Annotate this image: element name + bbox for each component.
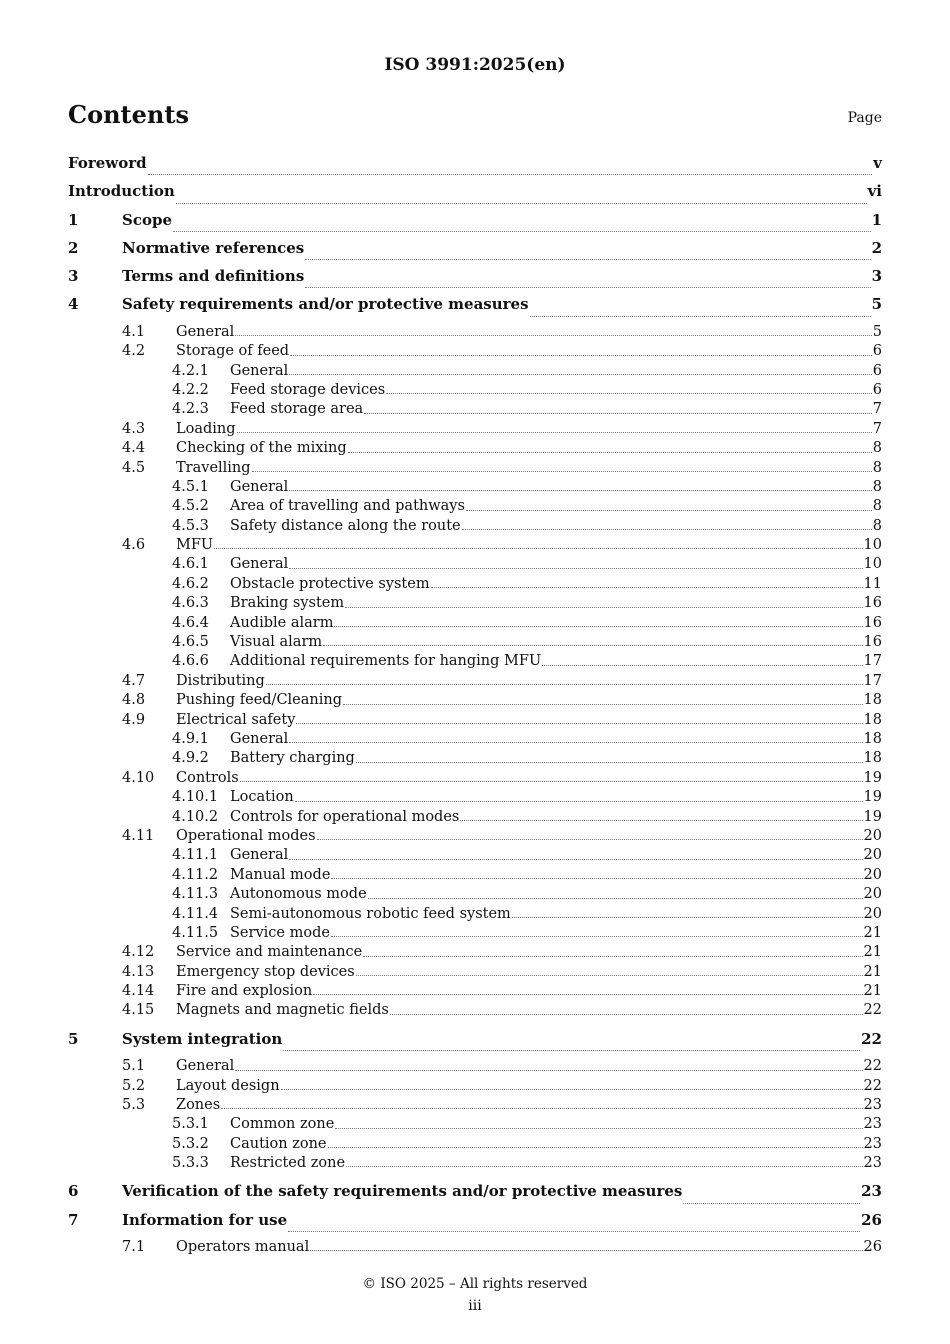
toc-entry[interactable]: [68, 906, 882, 925]
toc-entry-page[interactable]: 26: [863, 1239, 882, 1256]
toc-entry-number: 4.5.3: [172, 517, 209, 534]
toc-entry-page[interactable]: 18: [863, 711, 882, 728]
dot-leader: [346, 1165, 863, 1167]
toc-entry-number: 4.6.6: [172, 653, 209, 670]
toc-entry[interactable]: [68, 239, 882, 267]
toc-entry-page[interactable]: 20: [863, 827, 882, 844]
dot-leader: [240, 780, 863, 782]
toc-entry-title[interactable]: Safety distance along the route: [230, 517, 461, 534]
toc-entry[interactable]: [68, 1211, 882, 1239]
toc-entry-page[interactable]: 22: [863, 1058, 882, 1075]
toc-entry[interactable]: [68, 576, 882, 595]
toc-entry[interactable]: [68, 537, 882, 556]
toc-entry-title[interactable]: Checking of the mixing: [176, 440, 347, 457]
toc-entry-number: 4.1: [122, 323, 146, 340]
toc-entry[interactable]: [68, 983, 882, 1002]
toc-entry-number: 1: [68, 210, 79, 229]
toc-entry-title[interactable]: Magnets and magnetic fields: [176, 1002, 389, 1019]
toc-entry-number: 4.11.5: [172, 924, 219, 941]
page-number: iii: [468, 1298, 482, 1314]
toc-entry-number: 7: [68, 1210, 79, 1229]
toc-entry-page[interactable]: 16: [863, 595, 882, 612]
toc-entry-title[interactable]: Travelling: [176, 459, 251, 476]
toc-entry-title[interactable]: Normative references: [122, 238, 305, 257]
dot-leader: [313, 993, 862, 995]
dot-leader: [331, 877, 862, 879]
toc-entry-page[interactable]: 5: [871, 295, 882, 314]
toc-entry[interactable]: [68, 343, 882, 362]
toc-entry-number: 4.15: [122, 1002, 155, 1019]
toc-entry-number: 2: [68, 238, 79, 257]
toc-entry[interactable]: [68, 324, 882, 343]
toc-entry-number: 4.6.4: [172, 614, 209, 631]
toc-entry-title[interactable]: Introduction: [68, 182, 175, 201]
dot-leader: [214, 547, 862, 549]
toc-entry-title[interactable]: Braking system: [230, 595, 345, 612]
toc-entry-title[interactable]: General: [230, 847, 289, 864]
toc-entry[interactable]: [68, 295, 882, 323]
toc-entry-number: 4.2: [122, 343, 146, 360]
toc-entry-title[interactable]: Restricted zone: [230, 1155, 346, 1172]
toc-entry-page[interactable]: 8: [872, 478, 882, 495]
toc-entry-number: 4.10.2: [172, 808, 219, 825]
toc-entry-number: 7.1: [122, 1239, 146, 1256]
dot-leader: [323, 644, 862, 646]
dot-leader: [310, 1249, 862, 1251]
toc-entry-number: 4.5.2: [172, 498, 209, 515]
dot-leader: [295, 800, 863, 802]
dot-leader: [530, 315, 871, 317]
toc-entry-page[interactable]: 6: [872, 343, 882, 360]
dot-leader: [289, 858, 862, 860]
dot-leader: [289, 567, 862, 569]
toc-entry-title[interactable]: Feed storage area: [230, 401, 364, 418]
toc-entry-page[interactable]: 11: [863, 575, 882, 592]
dot-leader: [281, 1088, 863, 1090]
toc-entry-title[interactable]: Terms and definitions: [122, 267, 305, 286]
toc-entry[interactable]: [68, 1116, 882, 1135]
toc-entry-title[interactable]: Operational modes: [176, 827, 316, 844]
toc-entry[interactable]: [68, 1182, 882, 1210]
toc-entry-page[interactable]: 20: [863, 905, 882, 922]
toc-entry-title[interactable]: Battery charging: [230, 750, 355, 767]
toc-entry[interactable]: [68, 460, 882, 479]
dot-leader: [266, 683, 863, 685]
toc-entry[interactable]: [68, 518, 882, 537]
toc-entry-number: 4.5: [122, 459, 146, 476]
toc-entry-number: 5.2: [122, 1077, 146, 1094]
toc-entry[interactable]: [68, 634, 882, 653]
toc-entry-page[interactable]: 16: [863, 614, 882, 631]
toc-entry[interactable]: [68, 789, 882, 808]
dot-leader: [356, 761, 863, 763]
dot-leader: [289, 489, 871, 491]
toc-entry-title[interactable]: General: [230, 478, 289, 495]
toc-entry-title[interactable]: Operators manual: [176, 1239, 310, 1256]
toc-entry-number: 3: [68, 267, 79, 286]
toc-entry[interactable]: [68, 382, 882, 401]
toc-entry-page[interactable]: 20: [863, 847, 882, 864]
toc-entry-page[interactable]: 23: [863, 1155, 882, 1172]
toc-entry-number: 4.11.4: [172, 905, 219, 922]
toc-entry[interactable]: [68, 421, 882, 440]
toc-entry[interactable]: [68, 925, 882, 944]
toc-entry-number: 5: [68, 1029, 79, 1048]
toc-entry-title[interactable]: Feed storage devices: [230, 381, 386, 398]
toc-entry[interactable]: [68, 1078, 882, 1097]
toc-entry-page[interactable]: 21: [863, 944, 882, 961]
toc-entry[interactable]: [68, 440, 882, 459]
toc-entry-page[interactable]: v: [873, 154, 882, 172]
toc-entry-title[interactable]: System integration: [122, 1029, 283, 1048]
toc-entry-number: 4.14: [122, 983, 155, 1000]
dot-leader: [390, 1013, 863, 1015]
toc-entry-number: 5.3.3: [172, 1155, 209, 1172]
toc-entry-page[interactable]: 26: [861, 1210, 882, 1229]
dot-leader: [343, 703, 863, 705]
dot-leader: [356, 974, 863, 976]
dot-leader: [221, 1107, 862, 1109]
toc-entry-number: 4.6.3: [172, 595, 209, 612]
toc-entry[interactable]: [68, 750, 882, 769]
dot-leader: [289, 741, 862, 743]
dot-leader: [235, 1069, 862, 1071]
dot-leader: [542, 664, 862, 666]
dot-leader: [305, 258, 870, 260]
toc-entry[interactable]: [68, 1097, 882, 1116]
toc-entry-page[interactable]: 16: [863, 634, 882, 651]
toc-entry[interactable]: [68, 712, 882, 731]
toc-entry-number: 4.6: [122, 537, 146, 554]
dot-leader: [460, 819, 862, 821]
toc-entry[interactable]: [68, 944, 882, 963]
toc-entry-page[interactable]: 21: [863, 983, 882, 1000]
toc-entry-title[interactable]: Emergency stop devices: [176, 963, 355, 980]
toc-entry-title[interactable]: Area of travelling and pathways: [230, 498, 465, 515]
dot-leader: [335, 1127, 862, 1129]
toc-entry[interactable]: [68, 401, 882, 420]
toc-entry-page[interactable]: 7: [872, 401, 882, 418]
toc-entry[interactable]: [68, 770, 882, 789]
toc-entry-number: 4.10: [122, 769, 155, 786]
toc-entry-page[interactable]: 2: [871, 238, 882, 257]
toc-entry-page[interactable]: 5: [872, 323, 882, 340]
dot-leader: [363, 955, 862, 957]
table-of-contents: [68, 154, 882, 1258]
toc-entry-title[interactable]: Controls for operational modes: [230, 808, 460, 825]
toc-entry-title[interactable]: Autonomous mode: [230, 886, 367, 903]
dot-leader: [305, 286, 870, 288]
toc-entry[interactable]: [68, 556, 882, 575]
document-id-header: ISO 3991:2025(en): [384, 55, 566, 75]
toc-entry[interactable]: [68, 595, 882, 614]
toc-entry-page[interactable]: 18: [863, 692, 882, 709]
toc-entry-page[interactable]: 6: [872, 381, 882, 398]
toc-entry-title[interactable]: General: [176, 1058, 235, 1075]
toc-entry-number: 4.11.1: [172, 847, 219, 864]
toc-entry[interactable]: [68, 828, 882, 847]
copyright-footer: © ISO 2025 – All rights reserved: [362, 1276, 588, 1292]
toc-entry-number: 5.3: [122, 1096, 146, 1113]
toc-entry-title[interactable]: Manual mode: [230, 866, 331, 883]
toc-entry-page[interactable]: 22: [863, 1077, 882, 1094]
toc-entry-title[interactable]: Storage of feed: [176, 343, 290, 360]
contents-heading: Contents: [68, 100, 189, 129]
toc-entry-title[interactable]: Additional requirements for hanging MFU: [230, 653, 542, 670]
toc-entry-page[interactable]: 19: [863, 808, 882, 825]
toc-entry-title[interactable]: Controls: [176, 769, 239, 786]
toc-entry-title[interactable]: Distributing: [176, 672, 265, 689]
toc-entry-title[interactable]: General: [176, 323, 235, 340]
toc-entry[interactable]: [68, 154, 882, 182]
toc-entry-number: 4.7: [122, 672, 146, 689]
toc-entry-page[interactable]: 21: [863, 924, 882, 941]
page-column-label: Page: [847, 110, 882, 126]
toc-entry[interactable]: [68, 692, 882, 711]
dot-leader: [386, 392, 872, 394]
toc-entry-page[interactable]: 20: [863, 866, 882, 883]
toc-entry-title[interactable]: Obstacle protective system: [230, 575, 430, 592]
toc-entry-title[interactable]: Pushing feed/Cleaning: [176, 692, 342, 709]
dot-leader: [334, 625, 862, 627]
toc-entry[interactable]: [68, 673, 882, 692]
toc-entry-title[interactable]: General: [230, 556, 289, 573]
toc-entry-page[interactable]: 18: [863, 750, 882, 767]
toc-entry-number: 4.10.1: [172, 789, 219, 806]
toc-entry-number: 4.9: [122, 711, 146, 728]
toc-entry-number: 4.6.1: [172, 556, 209, 573]
toc-entry-title[interactable]: Verification of the safety requirements and/or protective measures: [122, 1182, 683, 1201]
toc-entry-page[interactable]: 18: [863, 730, 882, 747]
toc-entry-page[interactable]: vi: [867, 182, 882, 201]
toc-entry-page[interactable]: 8: [872, 459, 882, 476]
dot-leader: [288, 1230, 860, 1232]
toc-entry-page[interactable]: 8: [872, 440, 882, 457]
toc-entry-page[interactable]: 23: [863, 1116, 882, 1133]
dot-leader: [512, 916, 863, 918]
toc-entry[interactable]: [68, 1239, 882, 1258]
toc-entry-page[interactable]: 10: [863, 537, 882, 554]
toc-entry-number: 4.11.3: [172, 886, 219, 903]
toc-entry-number: 4.5.1: [172, 478, 209, 495]
toc-entry-page[interactable]: 20: [863, 886, 882, 903]
toc-entry-number: 4.2.1: [172, 362, 209, 379]
toc-entry-title[interactable]: Location: [230, 789, 294, 806]
dot-leader: [252, 470, 872, 472]
toc-entry[interactable]: [68, 1030, 882, 1058]
toc-entry[interactable]: [68, 267, 882, 295]
dot-leader: [317, 838, 863, 840]
toc-entry-title[interactable]: General: [230, 730, 289, 747]
toc-entry-page[interactable]: 19: [863, 789, 882, 806]
toc-entry-number: 4.8: [122, 692, 146, 709]
toc-entry-page[interactable]: 1: [871, 210, 882, 229]
toc-entry[interactable]: [68, 182, 882, 210]
toc-entry[interactable]: [68, 363, 882, 382]
toc-entry-title[interactable]: Information for use: [122, 1210, 288, 1229]
dot-leader: [364, 412, 872, 414]
toc-entry-title[interactable]: Semi-autonomous robotic feed system: [230, 905, 511, 922]
dot-leader: [283, 1049, 860, 1051]
dot-leader: [431, 586, 863, 588]
dot-leader: [237, 431, 872, 433]
toc-entry-title[interactable]: Caution zone: [230, 1135, 327, 1152]
dot-leader: [683, 1202, 860, 1204]
toc-entry-page[interactable]: 23: [861, 1182, 882, 1201]
toc-entry-page[interactable]: 23: [863, 1135, 882, 1152]
toc-entry-page[interactable]: 8: [872, 498, 882, 515]
toc-entry-title[interactable]: Common zone: [230, 1116, 335, 1133]
toc-entry[interactable]: [68, 731, 882, 750]
toc-entry-number: 4.3: [122, 420, 146, 437]
toc-entry[interactable]: [68, 1155, 882, 1174]
toc-entry-page[interactable]: 8: [872, 517, 882, 534]
toc-entry[interactable]: [68, 1136, 882, 1155]
toc-entry-title[interactable]: Service and maintenance: [176, 944, 363, 961]
toc-entry-number: 4.12: [122, 944, 155, 961]
toc-entry-number: 4.11: [122, 827, 155, 844]
toc-entry-title[interactable]: General: [230, 362, 289, 379]
dot-leader: [148, 173, 873, 175]
toc-entry[interactable]: [68, 1002, 882, 1021]
dot-leader: [328, 1146, 863, 1148]
toc-entry-number: 4.6.2: [172, 575, 209, 592]
dot-leader: [368, 897, 863, 899]
dot-leader: [289, 373, 871, 375]
dot-leader: [290, 354, 872, 356]
toc-entry[interactable]: [68, 809, 882, 828]
dot-leader: [462, 528, 872, 530]
toc-entry-title[interactable]: Loading: [176, 420, 236, 437]
toc-entry[interactable]: [68, 479, 882, 498]
toc-entry-number: 4.4: [122, 440, 146, 457]
toc-entry-page[interactable]: 17: [863, 672, 882, 689]
toc-entry-number: 4.11.2: [172, 866, 219, 883]
toc-entry-title[interactable]: Layout design: [176, 1077, 280, 1094]
toc-entry-title[interactable]: MFU: [176, 537, 214, 554]
toc-entry-number: 4.6.5: [172, 634, 209, 651]
toc-entry-title[interactable]: Zones: [176, 1096, 221, 1113]
dot-leader: [296, 722, 862, 724]
dot-leader: [173, 230, 871, 232]
dot-leader: [348, 451, 872, 453]
toc-entry-title[interactable]: Scope: [122, 210, 173, 229]
toc-entry[interactable]: [68, 886, 882, 905]
toc-entry-page[interactable]: 6: [872, 362, 882, 379]
toc-entry-title[interactable]: Audible alarm: [230, 614, 334, 631]
toc-entry-page[interactable]: 22: [861, 1029, 882, 1048]
toc-entry[interactable]: [68, 847, 882, 866]
toc-entry-title[interactable]: Safety requirements and/or protective measures: [122, 295, 529, 314]
toc-entry[interactable]: [68, 1058, 882, 1077]
toc-entry-number: 4.2.2: [172, 381, 209, 398]
toc-entry-page[interactable]: 22: [863, 1002, 882, 1019]
toc-entry-number: 5.1: [122, 1058, 146, 1075]
dot-leader: [176, 202, 867, 204]
toc-entry-title[interactable]: Fire and explosion: [176, 983, 313, 1000]
toc-entry-number: 5.3.2: [172, 1135, 209, 1152]
toc-entry-page[interactable]: 10: [863, 556, 882, 573]
toc-entry-number: 5.3.1: [172, 1116, 209, 1133]
toc-entry-page[interactable]: 23: [863, 1096, 882, 1113]
toc-entry[interactable]: [68, 867, 882, 886]
toc-entry-number: 6: [68, 1182, 79, 1201]
toc-entry[interactable]: [68, 211, 882, 239]
toc-entry-title[interactable]: Electrical safety: [176, 711, 296, 728]
toc-entry[interactable]: [68, 498, 882, 517]
toc-entry-title[interactable]: Service mode: [230, 924, 330, 941]
dot-leader: [331, 935, 863, 937]
toc-entry-number: 4.9.1: [172, 730, 209, 747]
toc-entry-page[interactable]: 3: [871, 267, 882, 286]
toc-entry[interactable]: [68, 653, 882, 672]
toc-entry-page[interactable]: 7: [872, 420, 882, 437]
toc-entry-number: 4.9.2: [172, 750, 209, 767]
dot-leader: [235, 334, 871, 336]
dot-leader: [466, 509, 872, 511]
toc-entry[interactable]: [68, 615, 882, 634]
toc-entry-number: 4.13: [122, 963, 155, 980]
toc-entry-title[interactable]: Visual alarm: [230, 634, 323, 651]
toc-entry-number: 4: [68, 295, 79, 314]
toc-entry-number: 4.2.3: [172, 401, 209, 418]
toc-entry-title[interactable]: Foreword: [68, 154, 147, 172]
toc-entry-page[interactable]: 19: [863, 769, 882, 786]
toc-entry[interactable]: [68, 964, 882, 983]
dot-leader: [345, 606, 862, 608]
toc-entry-page[interactable]: 21: [863, 963, 882, 980]
toc-entry-page[interactable]: 17: [863, 653, 882, 670]
